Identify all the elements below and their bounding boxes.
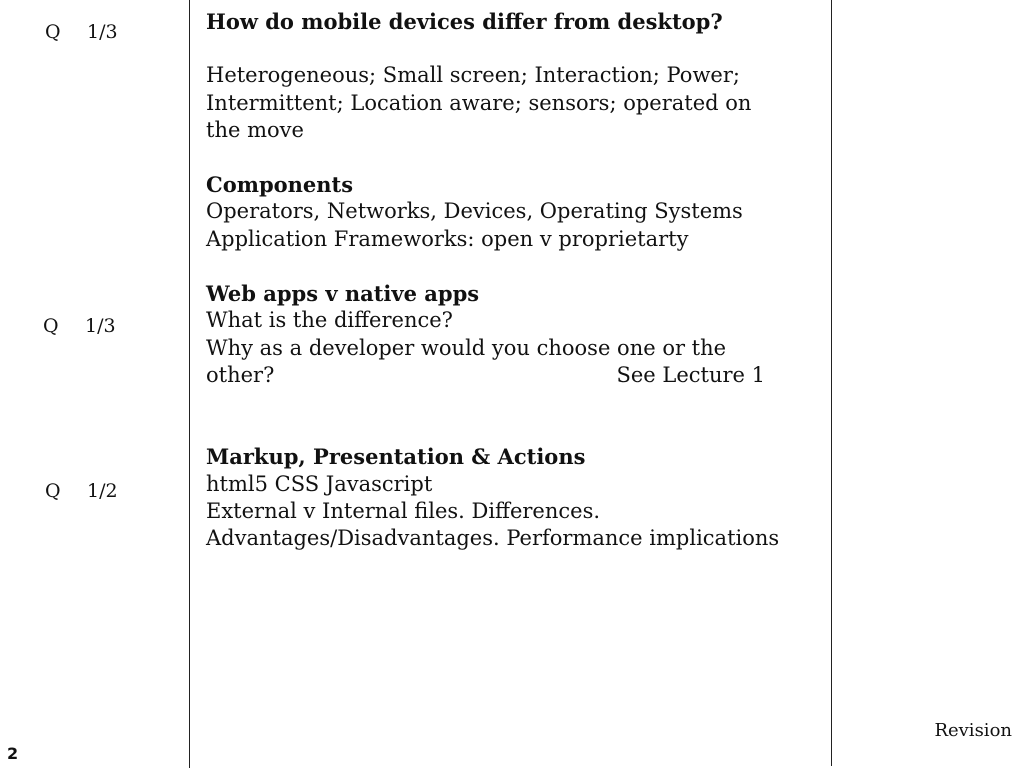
question-marks-label bbox=[43, 317, 116, 336]
question-letter: Q bbox=[43, 315, 59, 337]
question-score: 1/3 bbox=[87, 21, 118, 43]
body-line: Application Frameworks: open v proprietarty bbox=[206, 226, 689, 251]
section-heading-webapps: Web apps v native apps bbox=[206, 281, 480, 307]
question-letter: Q bbox=[45, 21, 61, 43]
left-margin-rule bbox=[189, 0, 190, 768]
body-line: other? bbox=[206, 362, 275, 387]
right-margin-rule bbox=[831, 0, 832, 766]
slide-content bbox=[206, 8, 821, 552]
body-line: External v Internal files. Differences. bbox=[206, 498, 601, 523]
question-letter: Q bbox=[45, 480, 61, 502]
body-line: Operators, Networks, Devices, Operating Systems bbox=[206, 199, 743, 224]
section-heading-components: Components bbox=[206, 172, 354, 198]
question-score: 1/3 bbox=[85, 315, 116, 337]
section-heading-mobile: How do mobile devices differ from desktop? bbox=[206, 9, 723, 34]
question-marks-label bbox=[45, 482, 118, 501]
body-line: What is the difference? bbox=[206, 308, 453, 333]
section-heading-markup: Markup, Presentation & Actions bbox=[206, 444, 586, 470]
footer-title: Revision bbox=[934, 720, 1012, 741]
body-line: html5 CSS Javascript bbox=[206, 471, 433, 496]
page-number: 2 bbox=[7, 744, 19, 763]
question-marks-label bbox=[45, 23, 118, 42]
body-line: Why as a developer would you choose one or the bbox=[206, 335, 727, 360]
lecture-reference: See Lecture 1 bbox=[616, 362, 765, 387]
body-line: the move bbox=[206, 117, 304, 142]
body-line: Heterogeneous; Small screen; Interaction; Power; bbox=[206, 63, 740, 88]
body-line: Intermittent; Location aware; sensors; operated on bbox=[206, 90, 752, 115]
body-line-with-reference bbox=[206, 362, 821, 389]
question-score: 1/2 bbox=[87, 480, 118, 502]
body-line: Advantages/Disadvantages. Performance implications bbox=[206, 526, 780, 551]
